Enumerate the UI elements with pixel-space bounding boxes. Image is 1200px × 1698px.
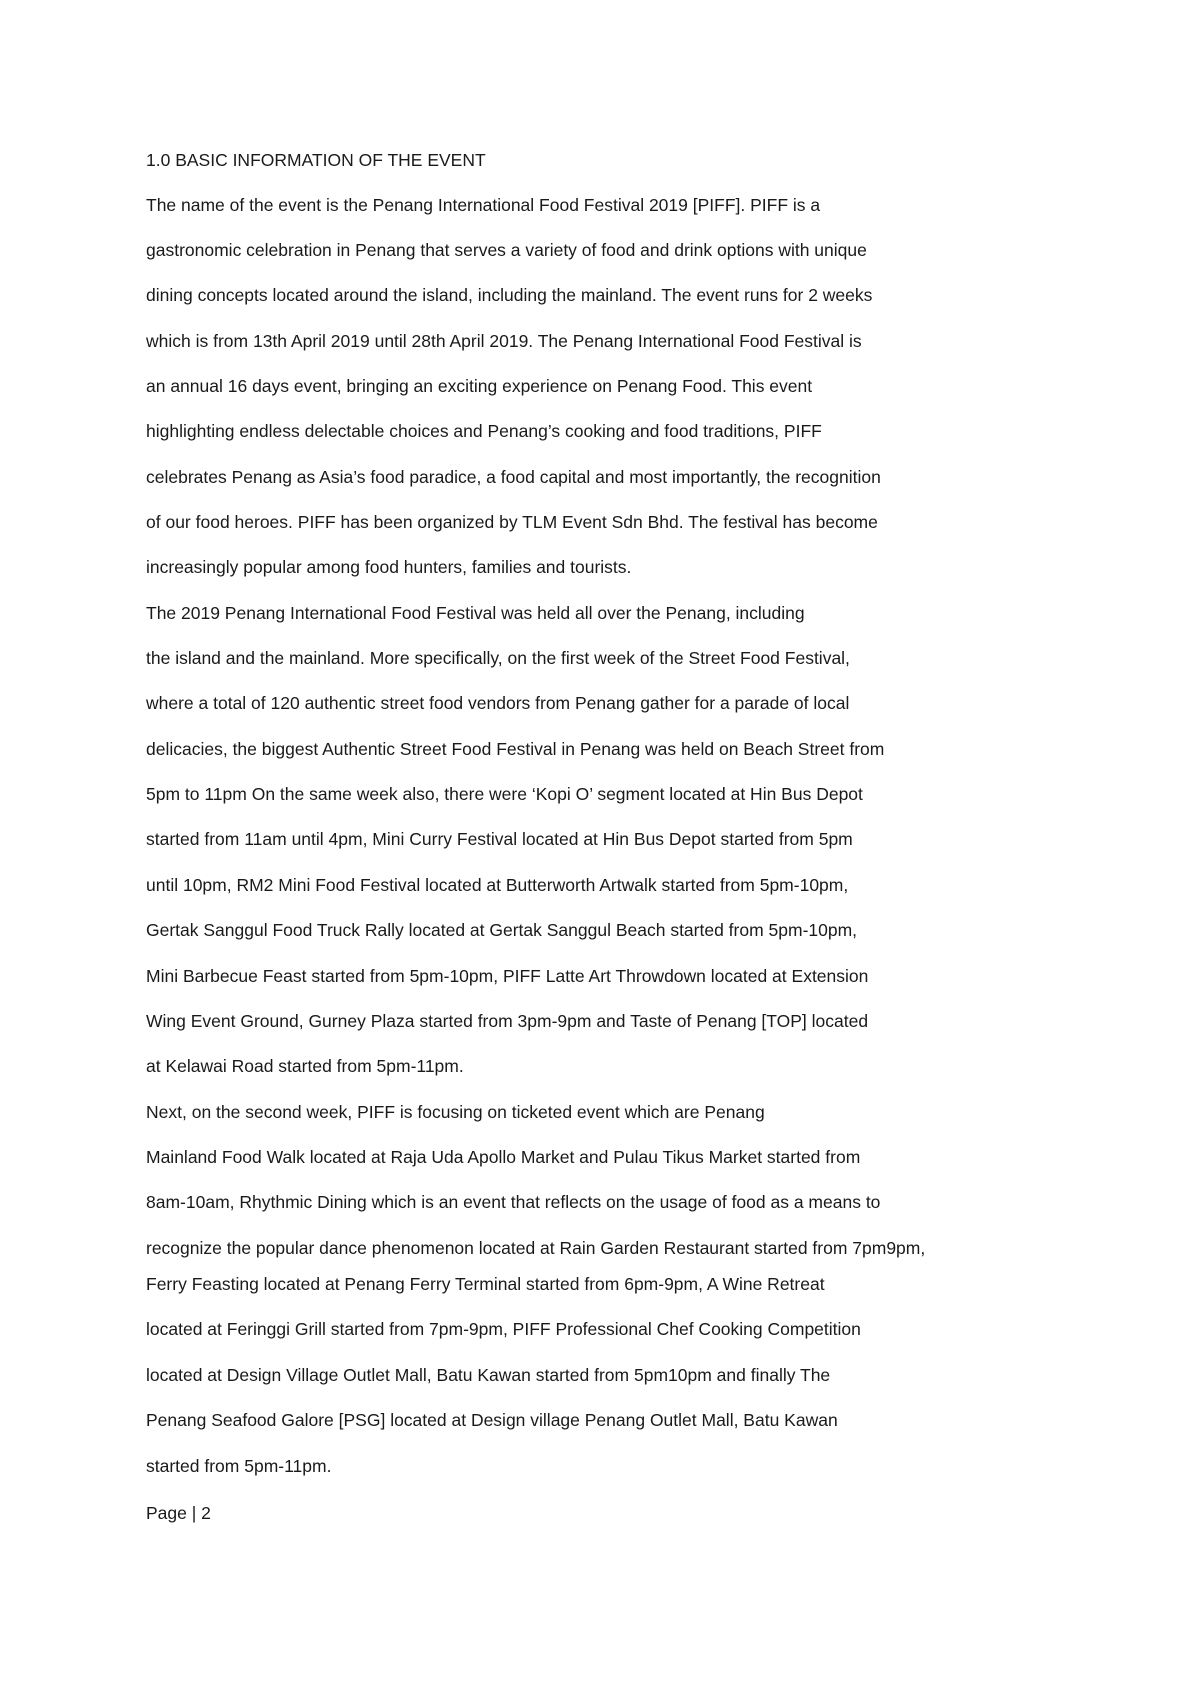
paragraph-line: delicacies, the biggest Authentic Street Food Festival in Penang was held on Beach Street from (146, 739, 885, 759)
paragraph-line: where a total of 120 authentic street food vendors from Penang gather for a parade of local (146, 693, 850, 713)
paragraph-line: Ferry Feasting located at Penang Ferry Terminal started from 6pm-9pm, A Wine Retreat (146, 1274, 825, 1294)
page-number-footer: Page | 2 (146, 1503, 211, 1523)
paragraph-line: until 10pm, RM2 Mini Food Festival located at Butterworth Artwalk started from 5pm-10pm, (146, 875, 849, 895)
paragraph-line: recognize the popular dance phenomenon located at Rain Garden Restaurant started from 7pm9pm, (146, 1238, 926, 1258)
paragraph-line: The 2019 Penang International Food Festival was held all over the Penang, including (146, 603, 805, 623)
paragraph-line: Wing Event Ground, Gurney Plaza started from 3pm-9pm and Taste of Penang [TOP] located (146, 1011, 869, 1031)
paragraph-line: The name of the event is the Penang International Food Festival 2019 [PIFF]. PIFF is a (146, 195, 821, 215)
paragraph-line: Next, on the second week, PIFF is focusing on ticketed event which are Penang (146, 1102, 765, 1122)
paragraph-line: the island and the mainland. More specifically, on the first week of the Street Food Festival, (146, 648, 850, 668)
paragraph-line: celebrates Penang as Asia’s food paradice, a food capital and most importantly, the recognition (146, 467, 881, 487)
paragraph-line: Gertak Sanggul Food Truck Rally located at Gertak Sanggul Beach started from 5pm-10pm, (146, 920, 858, 940)
paragraph-line: started from 11am until 4pm, Mini Curry Festival located at Hin Bus Depot started from 5pm (146, 829, 853, 849)
paragraph-line: gastronomic celebration in Penang that serves a variety of food and drink options with unique (146, 240, 867, 260)
paragraph-line: of our food heroes. PIFF has been organized by TLM Event Sdn Bhd. The festival has become (146, 512, 878, 532)
paragraph-line: which is from 13th April 2019 until 28th April 2019. The Penang International Food Festival is (146, 331, 862, 351)
paragraph-line: located at Design Village Outlet Mall, Batu Kawan started from 5pm10pm and finally The (146, 1365, 831, 1385)
paragraph-line: at Kelawai Road started from 5pm-11pm. (146, 1056, 464, 1076)
paragraph-line: 5pm to 11pm On the same week also, there were ‘Kopi O’ segment located at Hin Bus Depot (146, 784, 863, 804)
section-heading: 1.0 BASIC INFORMATION OF THE EVENT (146, 150, 486, 170)
paragraph-line: Penang Seafood Galore [PSG] located at Design village Penang Outlet Mall, Batu Kawan (146, 1410, 838, 1430)
paragraph-line: dining concepts located around the island, including the mainland. The event runs for 2 weeks (146, 285, 873, 305)
paragraph-line: started from 5pm-11pm. (146, 1456, 332, 1476)
paragraph-line: located at Feringgi Grill started from 7pm-9pm, PIFF Professional Chef Cooking Competition (146, 1319, 861, 1339)
paragraph-line: Mainland Food Walk located at Raja Uda Apollo Market and Pulau Tikus Market started from (146, 1147, 861, 1167)
paragraph-line: increasingly popular among food hunters, families and tourists. (146, 557, 632, 577)
paragraph-line: Mini Barbecue Feast started from 5pm-10pm, PIFF Latte Art Throwdown located at Extension (146, 966, 869, 986)
paragraph-line: highlighting endless delectable choices and Penang’s cooking and food traditions, PIFF (146, 421, 822, 441)
paragraph-line: 8am-10am, Rhythmic Dining which is an event that reflects on the usage of food as a means to (146, 1192, 881, 1212)
paragraph-line: an annual 16 days event, bringing an exciting experience on Penang Food. This event (146, 376, 813, 396)
